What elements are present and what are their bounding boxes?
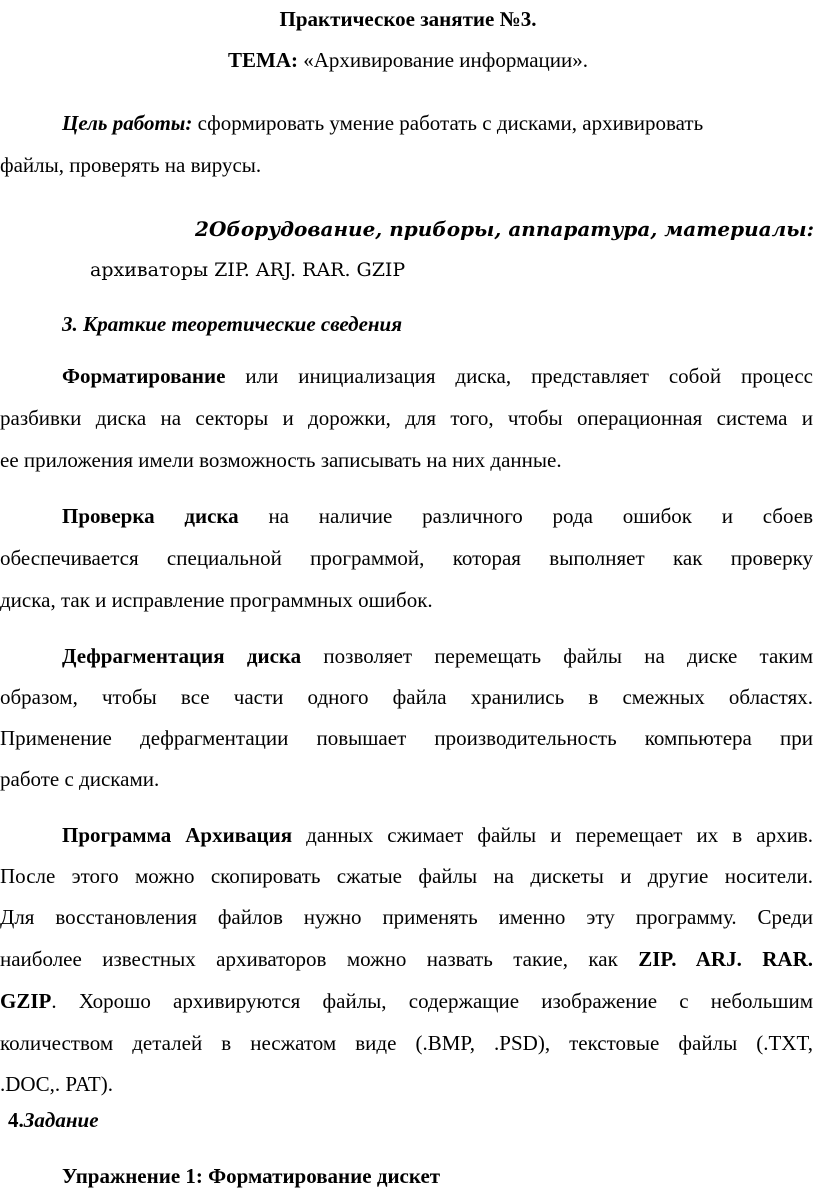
archiving-line-3: Для восстановления файлов нужно применять именно эту программу. Среди bbox=[0, 905, 813, 929]
archiving-text-5: . Хорошо архивируются файлы, содержащие изображение с небольшим bbox=[51, 989, 813, 1013]
archiving-line-2: После этого можно скопировать сжатые файлы на дискеты и другие носители. bbox=[0, 864, 813, 888]
disk-check-line-1 bbox=[62, 503, 813, 529]
disk-check-text-1: на наличие различного рода ошибок и сбоев bbox=[268, 504, 813, 528]
disk-check-term: Проверка диска bbox=[62, 504, 239, 528]
topic-line bbox=[0, 47, 816, 73]
page-title: Практическое занятие №3. bbox=[279, 7, 537, 31]
archiving-line-4 bbox=[0, 946, 813, 972]
defrag-term: Дефрагментация диска bbox=[62, 644, 302, 668]
goal-label: Цель работы: bbox=[62, 111, 193, 135]
defrag-line-2: образом, чтобы все части одного файла хранились в смежных областях. bbox=[0, 685, 813, 709]
archivers-list: ZIP. ARJ. RAR. bbox=[638, 947, 813, 971]
defrag-line-4: работе с дисками. bbox=[0, 767, 160, 791]
exercise-1-heading: Упражнение 1: Форматирование дискет bbox=[62, 1164, 441, 1188]
formatting-text-1: или инициализация диска, представляет собой процесс bbox=[245, 364, 813, 388]
formatting-line-3: ее приложения имели возможность записывать на них данные. bbox=[0, 448, 562, 472]
equipment-heading: 2Оборудование, приборы, аппаратура, материалы: bbox=[195, 217, 814, 241]
archiver-gzip: GZIP bbox=[0, 989, 52, 1013]
task-number: 4. bbox=[8, 1108, 24, 1132]
goal-line-1 bbox=[62, 110, 703, 136]
archiving-text-1: данных сжимает файлы и перемещает их в архив. bbox=[306, 823, 813, 847]
topic-text: «Архивирование информации». bbox=[303, 48, 588, 72]
archiving-line-7: .DOC,. PAT). bbox=[0, 1072, 113, 1096]
defrag-line-3: Применение дефрагментации повышает производительность компьютера при bbox=[0, 726, 813, 750]
topic-label: ТЕМА: bbox=[227, 48, 298, 72]
archiving-line-5 bbox=[0, 988, 813, 1014]
archiving-text-4: наиболее известных архиваторов можно назвать такие, как bbox=[0, 947, 618, 971]
disk-check-line-3: диска, так и исправление программных ошибок. bbox=[0, 588, 433, 612]
disk-check-line-2: обеспечивается специальной программой, которая выполняет как проверку bbox=[0, 546, 813, 570]
formatting-line-2: разбивки диска на секторы и дорожки, для того, чтобы операционная система и bbox=[0, 406, 813, 430]
task-heading bbox=[8, 1107, 99, 1133]
goal-line-2: файлы, проверять на вирусы. bbox=[0, 153, 262, 177]
archiving-term: Программа Архивация bbox=[62, 823, 293, 847]
goal-text-1: сформировать умение работать с дисками, архивировать bbox=[197, 111, 704, 135]
task-label: Задание bbox=[23, 1108, 99, 1132]
defrag-line-1 bbox=[62, 643, 813, 669]
archiving-line-6: количеством деталей в несжатом виде (.BMP, .PSD), текстовые файлы (.TXT, bbox=[0, 1031, 813, 1055]
formatting-term: Форматирование bbox=[62, 364, 226, 388]
defrag-text-1: позволяет перемещать файлы на диске таким bbox=[323, 644, 814, 668]
equipment-text: архиваторы ZIP. ARJ. RAR. GZIP bbox=[90, 259, 406, 281]
theory-heading: 3. Краткие теоретические сведения bbox=[62, 312, 403, 336]
formatting-line-1 bbox=[62, 363, 813, 389]
archiving-line-1 bbox=[62, 822, 813, 848]
